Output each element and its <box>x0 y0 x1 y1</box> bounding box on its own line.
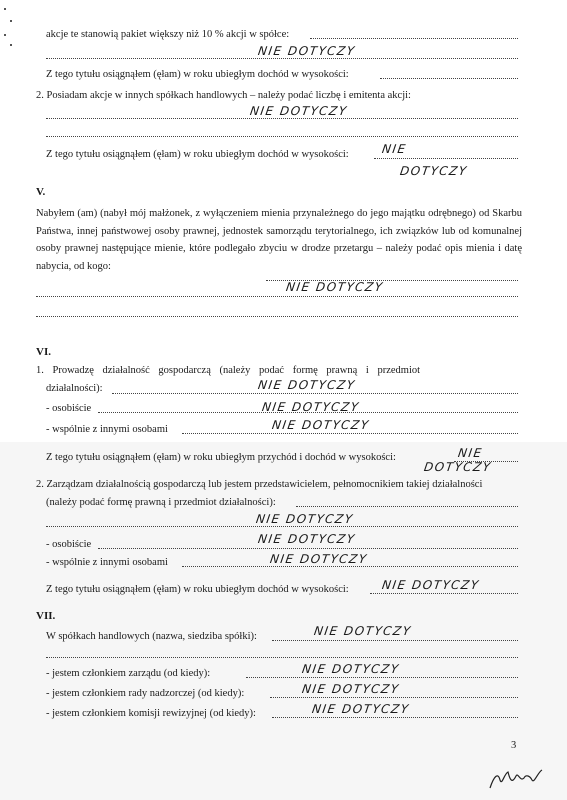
handwritten-answer: NIE <box>457 446 484 460</box>
dotted-line <box>182 566 518 567</box>
handwritten-answer: NIE DOTYCZY <box>301 682 401 696</box>
handwritten-answer: NIE DOTYCZY <box>257 532 357 546</box>
handwritten-answer: NIE DOTYCZY <box>301 662 401 676</box>
text-line: 2. Zarządzam działalnością gospodarczą lub jestem przedstawicielem, pełnomocnikiem takiej działalności <box>36 479 483 490</box>
dotted-line <box>374 158 518 159</box>
section-text: Nabyłem (am) (nabył mój małżonek, z wyłączeniem mienia przynależnego do jego majątku odrębnego) od Skarbu Państwa, innej państwowej osoby prawnej, jednostek samorządu terytorialnego, ich związków lub od komunalnej osoby prawnej następujące mienie, które podlegało zbyciu w drodze przetargu – należy podać opis mienia i datę nabycia, od kogo: <box>36 208 522 272</box>
text-line: - osobiście <box>46 403 92 414</box>
dotted-line <box>310 38 518 39</box>
page-number: 3 <box>511 740 517 751</box>
section-heading: V. <box>36 186 46 198</box>
handwritten-answer: NIE DOTYCZY <box>269 552 369 566</box>
text-line: - jestem członkiem rady nadzorczej (od kiedy): <box>46 688 245 699</box>
dotted-line <box>380 78 518 79</box>
handwritten-answer: NIE DOTYCZY <box>257 378 357 392</box>
section-heading: VII. <box>36 610 56 622</box>
text-line: akcje te stanowią pakiet większy niż 10 % akcji w spółce: <box>46 29 290 40</box>
dotted-line <box>98 548 518 549</box>
handwritten-answer: NIE <box>381 142 408 156</box>
dotted-line <box>46 118 518 119</box>
handwritten-answer: NIE DOTYCZY <box>381 578 481 592</box>
handwritten-answer: NIE DOTYCZY <box>255 512 355 526</box>
handwritten-answer: NIE DOTYCZY <box>261 400 361 414</box>
text-line: Z tego tytułu osiągnąłem (ęłam) w roku ubiegłym dochód w wysokości: <box>46 584 349 595</box>
handwritten-answer: DOTYCZY <box>423 460 493 474</box>
text-line: 2. Posiadam akcje w innych spółkach handlowych – należy podać liczbę i emitenta akcji: <box>36 90 411 101</box>
handwritten-answer: NIE DOTYCZY <box>271 418 371 432</box>
handwritten-answer: NIE DOTYCZY <box>285 280 385 294</box>
dotted-line <box>46 526 518 527</box>
dotted-line <box>272 717 518 718</box>
text-line: działalności): <box>46 383 103 394</box>
text-line: - wspólnie z innymi osobami <box>46 557 168 568</box>
handwritten-answer: DOTYCZY <box>399 164 469 178</box>
scan-speck <box>4 34 6 36</box>
text-line: W spółkach handlowych (nazwa, siedziba spółki): <box>46 631 257 642</box>
scan-speck <box>10 44 12 46</box>
handwritten-answer: NIE DOTYCZY <box>249 104 349 118</box>
text-line: Z tego tytułu osiągnąłem (ęłam) w roku ubiegłym dochód w wysokości: <box>46 149 349 160</box>
dotted-line <box>46 136 518 137</box>
signature-scribble <box>486 766 546 792</box>
dotted-line <box>36 296 518 297</box>
handwritten-answer: NIE DOTYCZY <box>311 702 411 716</box>
dotted-line <box>182 433 518 434</box>
dotted-line <box>272 640 518 641</box>
scan-speck <box>4 8 6 10</box>
text-line: - wspólnie z innymi osobami <box>46 424 168 435</box>
section-heading: VI. <box>36 346 51 358</box>
dotted-line <box>370 593 518 594</box>
dotted-line <box>36 316 518 317</box>
text-line: - jestem członkiem zarządu (od kiedy): <box>46 668 211 679</box>
dotted-line <box>270 697 518 698</box>
dotted-line <box>46 58 518 59</box>
scan-speck <box>10 20 12 22</box>
text-line: - osobiście <box>46 539 92 550</box>
handwritten-answer: NIE DOTYCZY <box>257 44 357 58</box>
handwritten-answer: NIE DOTYCZY <box>313 624 413 638</box>
dotted-line <box>112 393 518 394</box>
dotted-line <box>296 506 518 507</box>
text-line: Z tego tytułu osiągnąłem (ęłam) w roku ubiegłym przychód i dochód w wysokości: <box>46 452 396 463</box>
text-line: 1. Prowadzę działalność gospodarczą (należy podać formę prawną i przedmiot <box>36 365 421 376</box>
text-line: - jestem członkiem komisji rewizyjnej (od kiedy): <box>46 708 256 719</box>
dotted-line <box>46 657 518 658</box>
dotted-line <box>246 677 518 678</box>
text-line: Z tego tytułu osiągnąłem (ęłam) w roku ubiegłym dochód w wysokości: <box>46 69 349 80</box>
text-line: (należy podać formę prawną i przedmiot działalności): <box>46 497 276 508</box>
